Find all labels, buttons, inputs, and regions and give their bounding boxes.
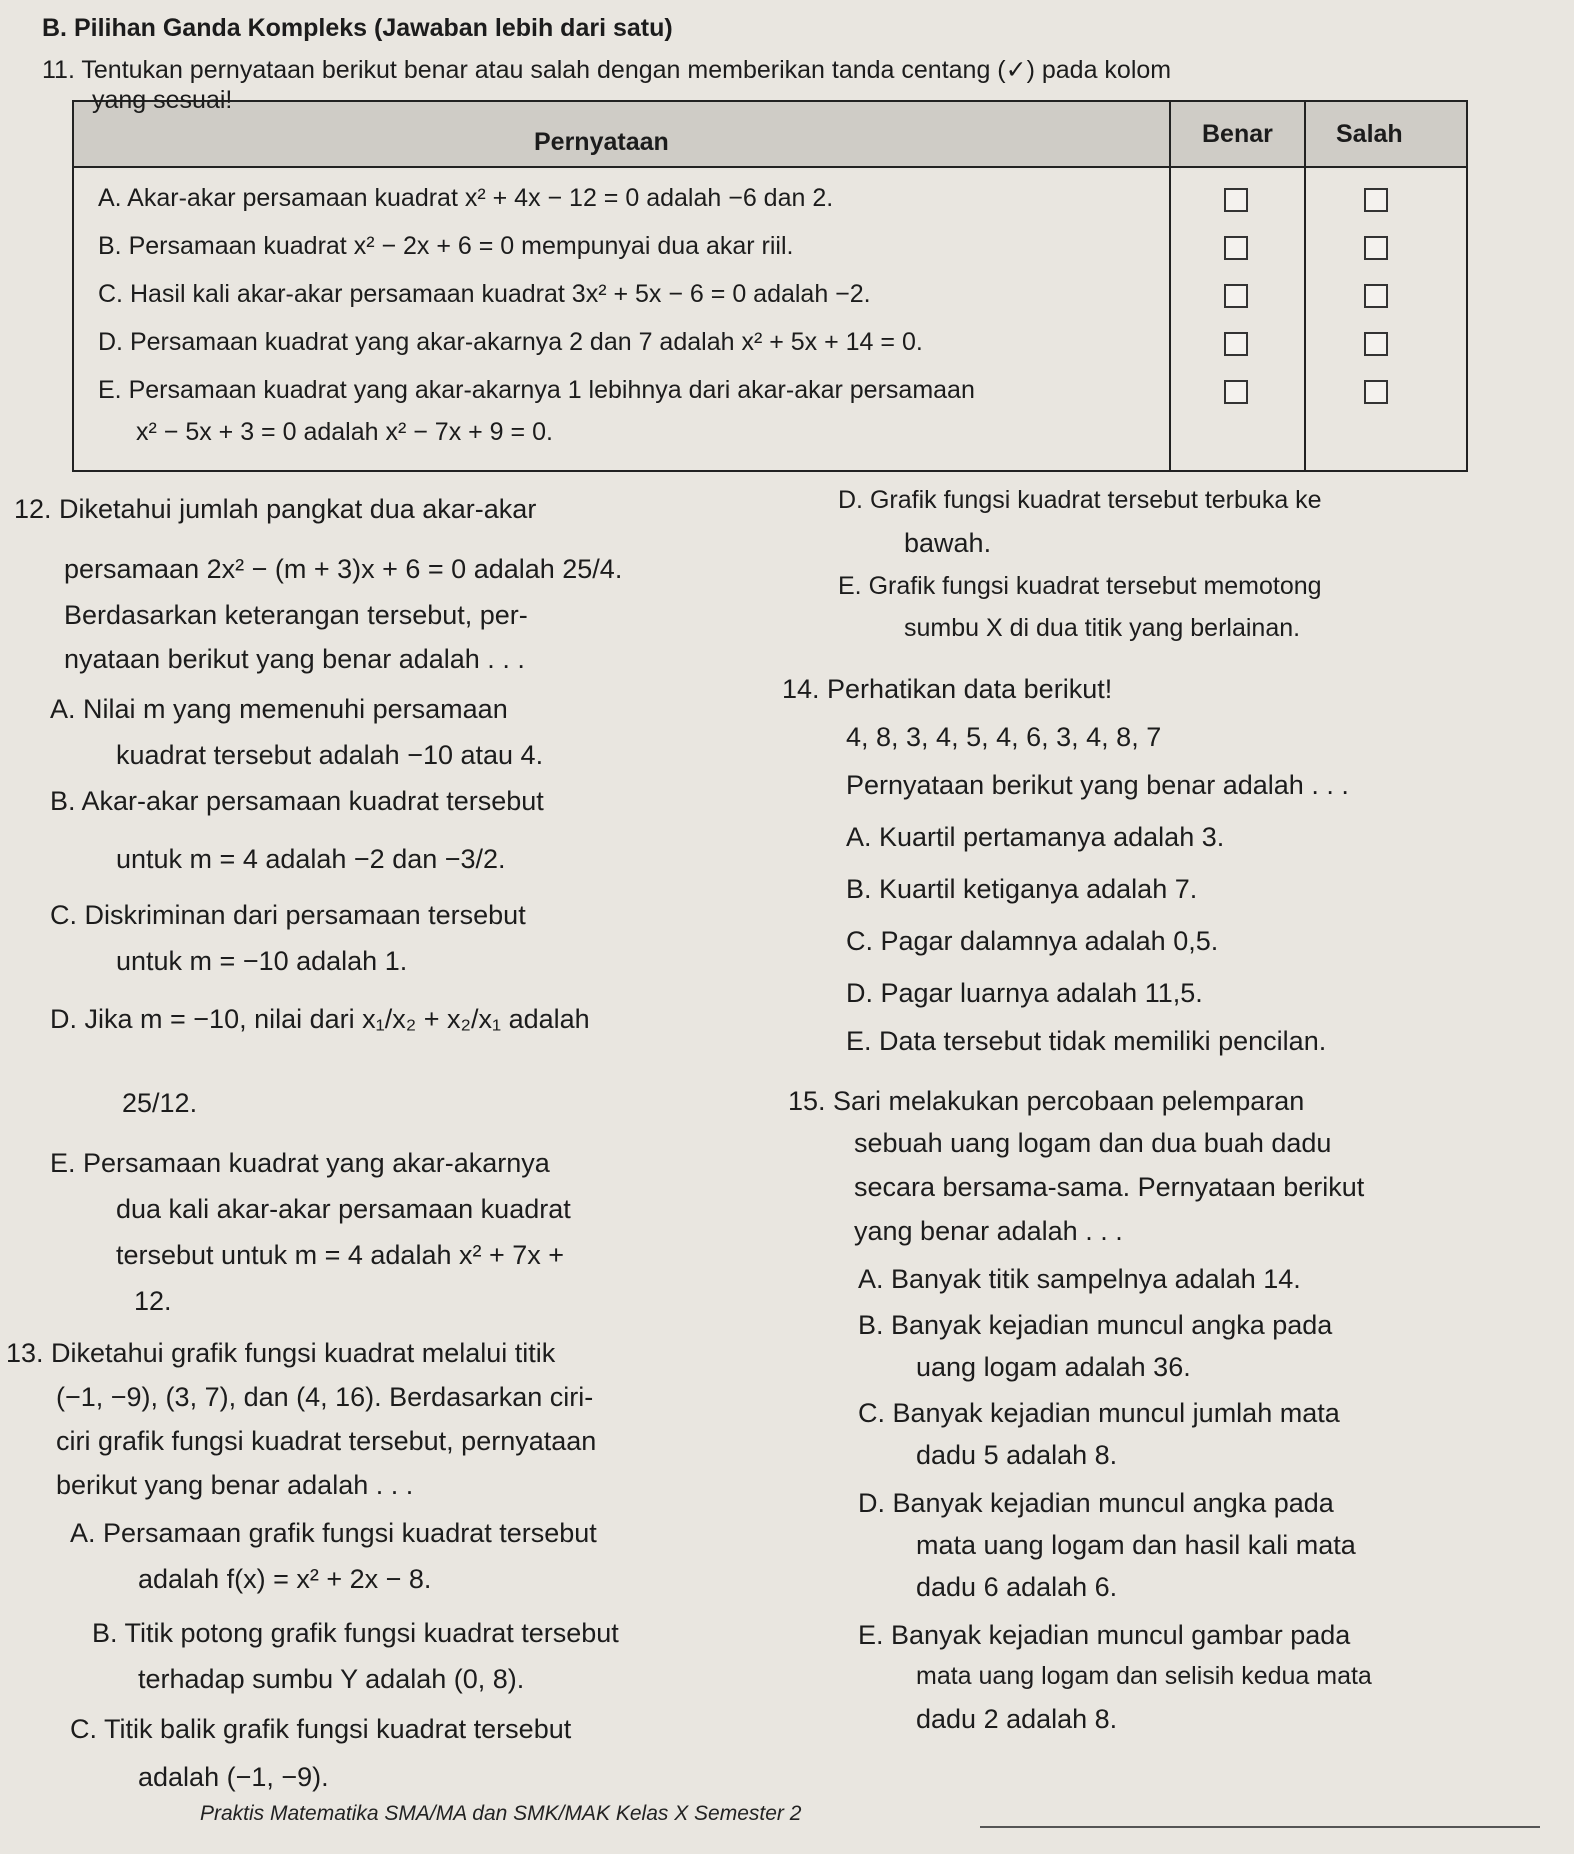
- q15-option-e-2: mata uang logam dan selisih kedua mata: [916, 1662, 1372, 1690]
- checkbox-a-false[interactable]: [1364, 188, 1388, 212]
- q12-option-e-3: tersebut untuk m = 4 adalah x² + 7x +: [116, 1240, 565, 1270]
- header-true: Benar: [1202, 120, 1273, 148]
- header-false: Salah: [1336, 120, 1403, 148]
- q15-option-d: D. Banyak kejadian muncul angka pada: [858, 1488, 1334, 1518]
- q12-option-c: C. Diskriminan dari persamaan tersebut: [50, 900, 526, 930]
- section-title: B. Pilihan Ganda Kompleks (Jawaban lebih dari satu): [42, 14, 673, 42]
- q12-option-d: D. Jika m = −10, nilai dari x₁/x₂ + x₂/x₁ adalah: [50, 1004, 590, 1034]
- q15-option-c: C. Banyak kejadian muncul jumlah mata: [858, 1398, 1340, 1428]
- checkbox-e-true[interactable]: [1224, 380, 1248, 404]
- q13-stem-3: ciri grafik fungsi kuadrat tersebut, pernyataan: [56, 1426, 597, 1456]
- q15-stem-3: secara bersama-sama. Pernyataan berikut: [854, 1172, 1365, 1202]
- q14-option-d: D. Pagar luarnya adalah 11,5.: [846, 978, 1203, 1008]
- q13-option-b-cont: terhadap sumbu Y adalah (0, 8).: [138, 1664, 525, 1694]
- q12-option-a: A. Nilai m yang memenuhi persamaan: [50, 694, 508, 724]
- q12-option-a-cont: kuadrat tersebut adalah −10 atau 4.: [116, 740, 544, 770]
- q12-stem-4: nyataan berikut yang benar adalah . . .: [64, 644, 525, 674]
- q14-option-a: A. Kuartil pertamanya adalah 3.: [846, 822, 1225, 852]
- q14-prompt: Pernyataan berikut yang benar adalah . . .: [846, 770, 1349, 800]
- checkbox-e-false[interactable]: [1364, 380, 1388, 404]
- q11-table: [72, 100, 1468, 472]
- q15-stem-1: 15. Sari melakukan percobaan pelemparan: [788, 1086, 1305, 1116]
- statement-b: B. Persamaan kuadrat x² − 2x + 6 = 0 mempunyai dua akar riil.: [98, 232, 794, 260]
- q15-option-d-2: mata uang logam dan hasil kali mata: [916, 1530, 1356, 1560]
- q13-option-d: D. Grafik fungsi kuadrat tersebut terbuka ke: [838, 486, 1322, 514]
- q13-option-e: E. Grafik fungsi kuadrat tersebut memotong: [838, 572, 1322, 600]
- q15-option-e-3: dadu 2 adalah 8.: [916, 1704, 1118, 1734]
- q14-stem: 14. Perhatikan data berikut!: [782, 674, 1113, 704]
- q13-option-a-cont: adalah f(x) = x² + 2x − 8.: [138, 1564, 432, 1594]
- q15-option-d-3: dadu 6 adalah 6.: [916, 1572, 1118, 1602]
- q15-option-b: B. Banyak kejadian muncul angka pada: [858, 1310, 1333, 1340]
- q13-stem-2: (−1, −9), (3, 7), dan (4, 16). Berdasarkan ciri-: [56, 1382, 594, 1412]
- checkbox-c-false[interactable]: [1364, 284, 1388, 308]
- footer-rule: [980, 1826, 1540, 1828]
- q15-option-e: E. Banyak kejadian muncul gambar pada: [858, 1620, 1351, 1650]
- q12-stem-2: persamaan 2x² − (m + 3)x + 6 = 0 adalah 25/4.: [64, 554, 623, 584]
- q15-stem-2: sebuah uang logam dan dua buah dadu: [854, 1128, 1332, 1158]
- statement-e: E. Persamaan kuadrat yang akar-akarnya 1 lebihnya dari akar-akar persamaan: [98, 376, 975, 404]
- q13-option-a: A. Persamaan grafik fungsi kuadrat tersebut: [70, 1518, 597, 1548]
- q12-stem-1: 12. Diketahui jumlah pangkat dua akar-akar: [14, 494, 537, 524]
- checkbox-b-true[interactable]: [1224, 236, 1248, 260]
- checkbox-b-false[interactable]: [1364, 236, 1388, 260]
- q14-data: 4, 8, 3, 4, 5, 4, 6, 3, 4, 8, 7: [846, 722, 1162, 752]
- q13-option-b: B. Titik potong grafik fungsi kuadrat tersebut: [92, 1618, 619, 1648]
- q12-option-e: E. Persamaan kuadrat yang akar-akarnya: [50, 1148, 550, 1178]
- checkbox-c-true[interactable]: [1224, 284, 1248, 308]
- q12-option-e-4: 12.: [134, 1286, 172, 1316]
- q12-option-b-cont: untuk m = 4 adalah −2 dan −3/2.: [116, 844, 506, 874]
- q13-option-e-cont: sumbu X di dua titik yang berlainan.: [904, 614, 1301, 642]
- q14-option-e: E. Data tersebut tidak memiliki pencilan.: [846, 1026, 1327, 1056]
- page-footer: Praktis Matematika SMA/MA dan SMK/MAK Kelas X Semester 2: [200, 1802, 802, 1825]
- q15-option-a: A. Banyak titik sampelnya adalah 14.: [858, 1264, 1301, 1294]
- q13-stem-1: 13. Diketahui grafik fungsi kuadrat melalui titik: [6, 1338, 556, 1368]
- checkbox-a-true[interactable]: [1224, 188, 1248, 212]
- q15-stem-4: yang benar adalah . . .: [854, 1216, 1123, 1246]
- q13-stem-4: berikut yang benar adalah . . .: [56, 1470, 414, 1500]
- header-statement: Pernyataan: [534, 128, 669, 156]
- q12-option-d-cont: 25/12.: [122, 1088, 198, 1118]
- q14-option-c: C. Pagar dalamnya adalah 0,5.: [846, 926, 1219, 956]
- q12-stem-3: Berdasarkan keterangan tersebut, per-: [64, 600, 528, 630]
- q11-intro-cont: yang sesuai!: [92, 86, 233, 114]
- q11-intro: 11. Tentukan pernyataan berikut benar atau salah dengan memberikan tanda centang (✓) pada kolom: [42, 56, 1172, 84]
- q13-option-c-cont: adalah (−1, −9).: [138, 1762, 329, 1792]
- q12-option-c-cont: untuk m = −10 adalah 1.: [116, 946, 408, 976]
- statement-a: A. Akar-akar persamaan kuadrat x² + 4x − 12 = 0 adalah −6 dan 2.: [98, 184, 834, 212]
- q13-option-c: C. Titik balik grafik fungsi kuadrat tersebut: [70, 1714, 572, 1744]
- checkbox-d-false[interactable]: [1364, 332, 1388, 356]
- q12-option-b: B. Akar-akar persamaan kuadrat tersebut: [50, 786, 544, 816]
- statement-e-cont: x² − 5x + 3 = 0 adalah x² − 7x + 9 = 0.: [136, 418, 553, 446]
- q15-option-b-cont: uang logam adalah 36.: [916, 1352, 1191, 1382]
- statement-d: D. Persamaan kuadrat yang akar-akarnya 2 dan 7 adalah x² + 5x + 14 = 0.: [98, 328, 923, 356]
- q13-option-d-cont: bawah.: [904, 528, 992, 558]
- q15-option-c-cont: dadu 5 adalah 8.: [916, 1440, 1118, 1470]
- q12-option-e-2: dua kali akar-akar persamaan kuadrat: [116, 1194, 571, 1224]
- q14-option-b: B. Kuartil ketiganya adalah 7.: [846, 874, 1198, 904]
- checkbox-d-true[interactable]: [1224, 332, 1248, 356]
- statement-c: C. Hasil kali akar-akar persamaan kuadrat 3x² + 5x − 6 = 0 adalah −2.: [98, 280, 871, 308]
